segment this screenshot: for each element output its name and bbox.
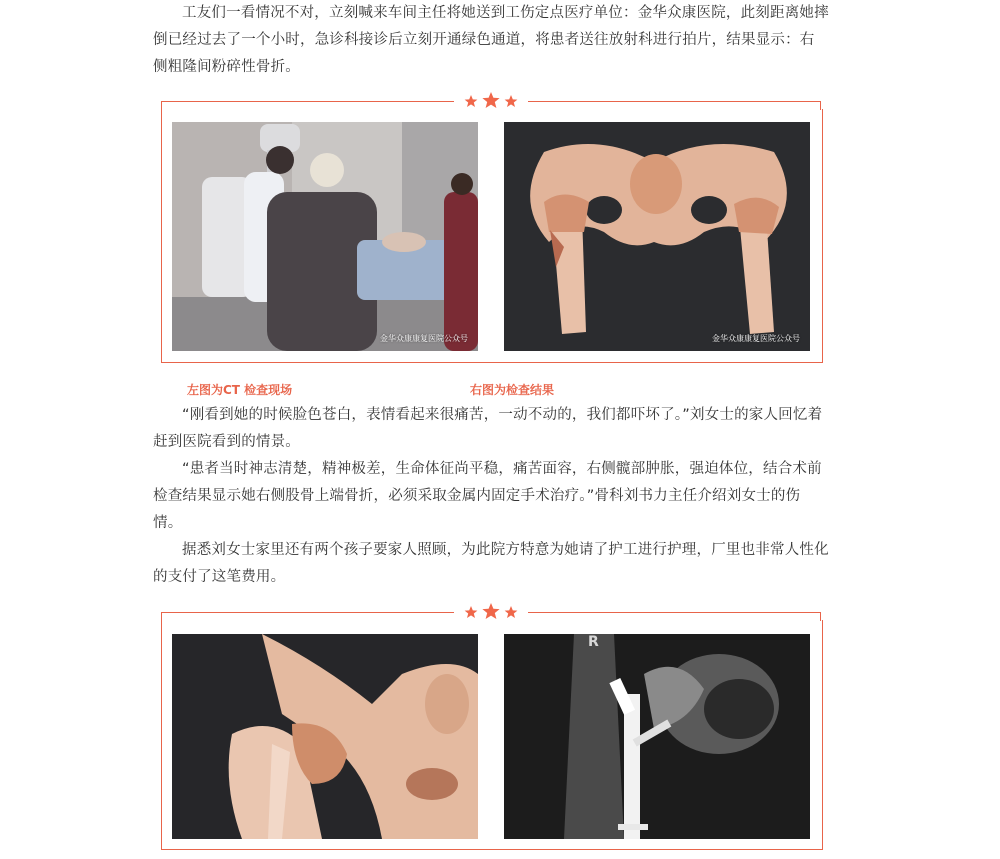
- article-paragraph: 工友们一看情况不对，立刻喊来车间主任将她送到工伤定点医疗单位：金华众康医院，此刻距离她摔倒已经过去了一个小时，急诊科接诊后立刻开通绿色通道，将患者送往放射科进行拍片，结果显示：右侧粗隆间粉碎性骨折。: [153, 5, 829, 75]
- star-decoration-icon: [461, 602, 521, 622]
- ct-3d-pelvis-image: [504, 122, 810, 351]
- gallery-frame-top: [161, 95, 821, 109]
- wechat-watermark: 金华众康康复医院公众号: [380, 334, 468, 343]
- article-paragraph: 据悉刘女士家里还有两个孩子要家人照顾，为此院方特意为她请了护工进行护理，厂里也非常人性化的支付了这笔费用。: [153, 542, 829, 585]
- ct-3d-hip-closeup-image: [172, 634, 478, 839]
- xray-fixation-image: [504, 634, 810, 839]
- article-paragraph: “患者当时神志清楚，精神极差，生命体征尚平稳，痛苦面容，右侧髋部肿胀，强迫体位，结合术前检查结果显示她右侧股骨上端骨折，必须采取金属内固定手术治疗。”骨科刘书力主任介绍刘女士的伤情。: [153, 461, 822, 531]
- xray-side-marker: R: [588, 634, 599, 650]
- article-paragraph: “刚看到她的时候脸色苍白，表情看起来很痛苦，一动不动的，我们都吓坏了。”刘女士的家人回忆着赶到医院看到的情景。: [153, 407, 823, 450]
- gallery-frame-top: [161, 606, 821, 620]
- wechat-watermark: 金华众康康复医院公众号: [712, 334, 800, 343]
- right-image-caption: 右图为检查结果: [470, 383, 555, 397]
- left-image-caption: 左图为CT 检查现场: [187, 383, 293, 397]
- star-decoration-icon: [461, 91, 521, 111]
- ct-room-photo: [172, 122, 478, 351]
